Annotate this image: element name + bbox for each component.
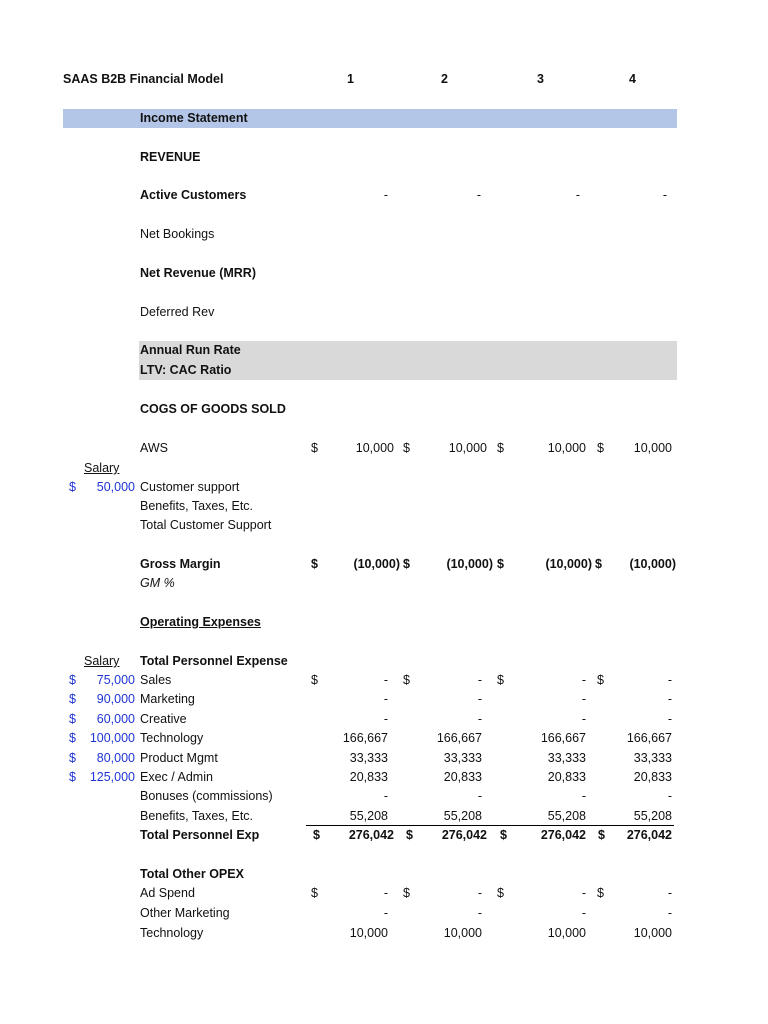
aws-currency-3: $ — [497, 441, 504, 455]
gm-currency-3: $ — [497, 557, 504, 571]
row-currency: $ — [311, 673, 318, 687]
personnel-row-value: - — [581, 673, 586, 687]
other-opex-row-value: - — [667, 886, 672, 900]
total-personnel-value-1: 276,042 — [348, 828, 394, 842]
total-personnel-label: Total Personnel Exp — [140, 828, 260, 842]
other-opex-row-label: Ad Spend — [140, 886, 195, 900]
personnel-row-label: Marketing — [140, 692, 195, 706]
salary-currency: $ — [69, 731, 76, 745]
personnel-row-label: Exec / Admin — [140, 770, 213, 784]
personnel-row-value: - — [383, 789, 388, 803]
personnel-row-value: 166,667 — [436, 731, 482, 745]
row-currency: $ — [311, 886, 318, 900]
other-opex-row-value: 10,000 — [443, 926, 482, 940]
personnel-row-value: 33,333 — [633, 751, 672, 765]
period-header-1: 1 — [347, 72, 354, 86]
personnel-row-value: - — [581, 789, 586, 803]
gross-margin-label: Gross Margin — [140, 557, 221, 571]
total-support-label: Total Customer Support — [140, 518, 272, 532]
personnel-row-label: Bonuses (commissions) — [140, 789, 273, 803]
support-salary-currency: $ — [69, 480, 76, 494]
cogs-heading: COGS OF GOODS SOLD — [140, 402, 286, 416]
gross-margin-value-4: (10,000) — [629, 557, 676, 571]
personnel-row-value: 55,208 — [349, 809, 388, 823]
cogs-salary-header: Salary — [84, 461, 120, 475]
gm-currency-2: $ — [403, 557, 410, 571]
opex-heading: Operating Expenses — [140, 615, 261, 629]
personnel-row-value: 166,667 — [540, 731, 586, 745]
personnel-row-value: 55,208 — [633, 809, 672, 823]
aws-label: AWS — [140, 441, 169, 455]
aws-value-1: 10,000 — [355, 441, 394, 455]
page-title: SAAS B2B Financial Model — [63, 72, 224, 86]
personnel-row-value: - — [477, 712, 482, 726]
personnel-row-label: Technology — [140, 731, 204, 745]
personnel-row-value: 33,333 — [547, 751, 586, 765]
tp-currency-4: $ — [598, 828, 605, 842]
personnel-row-value: - — [667, 789, 672, 803]
period-header-4: 4 — [629, 72, 636, 86]
salary-value: 60,000 — [96, 712, 135, 726]
other-opex-row-label: Other Marketing — [140, 906, 230, 920]
personnel-row-value: 33,333 — [349, 751, 388, 765]
aws-value-2: 10,000 — [448, 441, 487, 455]
net-revenue-label: Net Revenue (MRR) — [140, 266, 256, 280]
personnel-row-label: Benefits, Taxes, Etc. — [140, 809, 254, 823]
aws-currency-4: $ — [597, 441, 604, 455]
period-header-3: 3 — [537, 72, 544, 86]
personnel-row-label: Product Mgmt — [140, 751, 218, 765]
personnel-row-value: 33,333 — [443, 751, 482, 765]
total-personnel-rule — [306, 825, 674, 826]
other-opex-row-value: - — [581, 906, 586, 920]
salary-value: 125,000 — [89, 770, 135, 784]
active-customers-label: Active Customers — [140, 188, 247, 202]
annual-run-rate-label: Annual Run Rate — [140, 343, 241, 357]
personnel-row-value: 166,667 — [626, 731, 672, 745]
personnel-row-value: 20,833 — [443, 770, 482, 784]
personnel-row-value: - — [383, 712, 388, 726]
salary-currency: $ — [69, 692, 76, 706]
other-opex-row-value: - — [667, 906, 672, 920]
tp-currency-1: $ — [313, 828, 320, 842]
other-opex-row-value: 10,000 — [633, 926, 672, 940]
total-personnel-value-3: 276,042 — [540, 828, 586, 842]
salary-value: 90,000 — [96, 692, 135, 706]
other-opex-row-value: - — [477, 906, 482, 920]
salary-currency: $ — [69, 712, 76, 726]
total-personnel-value-2: 276,042 — [441, 828, 487, 842]
personnel-row-value: - — [581, 692, 586, 706]
personnel-row-value: 55,208 — [547, 809, 586, 823]
active-customers-value-2: - — [476, 188, 481, 202]
aws-currency-2: $ — [403, 441, 410, 455]
support-benefits-label: Benefits, Taxes, Etc. — [140, 499, 254, 513]
period-header-2: 2 — [441, 72, 448, 86]
other-opex-heading: Total Other OPEX — [140, 867, 244, 881]
personnel-row-label: Creative — [140, 712, 187, 726]
personnel-row-value: 55,208 — [443, 809, 482, 823]
salary-value: 80,000 — [96, 751, 135, 765]
personnel-row-value: - — [383, 673, 388, 687]
other-opex-row-label: Technology — [140, 926, 204, 940]
personnel-row-value: - — [667, 673, 672, 687]
gross-margin-value-1: (10,000) — [353, 557, 400, 571]
personnel-row-value: - — [477, 789, 482, 803]
personnel-row-label: Sales — [140, 673, 172, 687]
tp-currency-2: $ — [406, 828, 413, 842]
row-currency: $ — [597, 673, 604, 687]
aws-value-4: 10,000 — [633, 441, 672, 455]
active-customers-value-3: - — [575, 188, 580, 202]
row-currency: $ — [403, 886, 410, 900]
salary-value: 100,000 — [89, 731, 135, 745]
gm-currency-4: $ — [595, 557, 602, 571]
personnel-row-value: - — [581, 712, 586, 726]
income-statement-heading: Income Statement — [140, 111, 248, 125]
personnel-row-value: 20,833 — [349, 770, 388, 784]
total-personnel-expense-heading: Total Personnel Expense — [140, 654, 288, 668]
active-customers-value-4: - — [662, 188, 667, 202]
gross-margin-value-2: (10,000) — [446, 557, 493, 571]
personnel-row-value: - — [667, 692, 672, 706]
revenue-heading: REVENUE — [140, 150, 201, 164]
other-opex-row-value: - — [581, 886, 586, 900]
other-opex-row-value: 10,000 — [349, 926, 388, 940]
aws-currency-1: $ — [311, 441, 318, 455]
gm-percent-label: GM % — [140, 576, 175, 590]
salary-currency: $ — [69, 673, 76, 687]
personnel-row-value: - — [383, 692, 388, 706]
personnel-salary-header: Salary — [84, 654, 120, 668]
personnel-row-value: 20,833 — [547, 770, 586, 784]
gross-margin-value-3: (10,000) — [545, 557, 592, 571]
row-currency: $ — [497, 886, 504, 900]
salary-currency: $ — [69, 770, 76, 784]
active-customers-value-1: - — [383, 188, 388, 202]
row-currency: $ — [597, 886, 604, 900]
personnel-row-value: - — [667, 712, 672, 726]
customer-support-label: Customer support — [140, 480, 240, 494]
personnel-row-value: - — [477, 673, 482, 687]
net-bookings-label: Net Bookings — [140, 227, 215, 241]
other-opex-row-value: - — [383, 906, 388, 920]
personnel-row-value: 166,667 — [342, 731, 388, 745]
row-currency: $ — [403, 673, 410, 687]
personnel-row-value: - — [477, 692, 482, 706]
row-currency: $ — [497, 673, 504, 687]
deferred-rev-label: Deferred Rev — [140, 305, 215, 319]
aws-value-3: 10,000 — [547, 441, 586, 455]
gm-currency-1: $ — [311, 557, 318, 571]
total-personnel-value-4: 276,042 — [626, 828, 672, 842]
salary-currency: $ — [69, 751, 76, 765]
other-opex-row-value: 10,000 — [547, 926, 586, 940]
salary-value: 75,000 — [96, 673, 135, 687]
other-opex-row-value: - — [477, 886, 482, 900]
ltv-cac-label: LTV: CAC Ratio — [140, 363, 232, 377]
personnel-row-value: 20,833 — [633, 770, 672, 784]
support-salary-value: 50,000 — [96, 480, 135, 494]
other-opex-row-value: - — [383, 886, 388, 900]
tp-currency-3: $ — [500, 828, 507, 842]
